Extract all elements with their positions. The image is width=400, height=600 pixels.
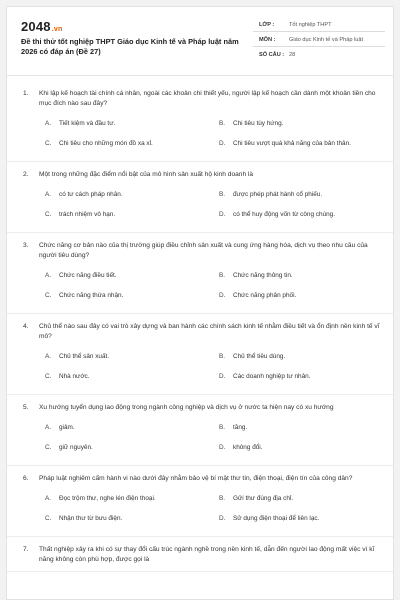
question-stem: Thất nghiệp xảy ra khi có sự thay đổi cấu trúc ngành nghề trong nền kinh tế, dẫn đến người lao động mất việc vì kĩ năng không còn phù hợp, được gọi là [39,546,375,563]
meta-key: LỚP : [259,22,275,28]
answer-option[interactable] [45,514,122,524]
answer-options [21,186,381,226]
option-letter: A. [45,120,52,127]
option-text: Chức năng điều tiết. [59,272,117,279]
answer-options [21,348,381,388]
option-text: Tiết kiệm và đầu tư. [59,120,116,127]
option-text: Gửi thư đúng địa chỉ. [233,495,294,502]
question-item [7,466,394,537]
answer-option[interactable] [219,271,293,281]
option-letter: C. [45,292,52,299]
option-letter: B. [219,495,226,502]
option-text: có thể huy động vốn từ công chúng. [233,211,335,218]
question-list [7,81,394,572]
option-letter: A. [45,353,52,360]
question-number: 6. [23,475,29,482]
option-letter: D. [219,292,226,299]
answer-option[interactable] [45,190,123,200]
answer-option[interactable] [219,291,296,301]
option-text: tăng. [233,424,248,431]
question-stem: Chức năng cơ bản nào của thị trường giúp điều chỉnh sản xuất và cung ứng hàng hóa, dịch vụ theo nhu cầu của người tiêu dùng? [39,242,368,259]
answer-option[interactable] [45,119,115,129]
question-text [21,403,381,413]
question-item [7,314,394,395]
question-item [7,537,394,572]
question-text [21,170,381,180]
question-stem: Khi lập kế hoạch tài chính cá nhân, ngoài các khoản chi thiết yếu, người lập kế hoạch cần dành một khoản tiền cho mục đích nào sau đây? [39,90,376,107]
meta-value: Tốt nghiệp THPT [289,22,332,28]
answer-option[interactable] [219,210,335,220]
exam-title: Đề thi thử tốt nghiệp THPT Giáo dục Kinh tế và Pháp luật năm 2026 có đáp án (Đề 27) [21,37,239,56]
option-letter: B. [219,191,226,198]
option-letter: C. [45,211,52,218]
option-letter: A. [45,495,52,502]
answer-options [21,267,381,307]
option-text: trách nhiệm vô hạn. [59,211,116,218]
meta-row [253,32,385,47]
page-header [7,7,394,71]
option-text: giữ nguyên. [59,444,93,451]
option-text: có tư cách pháp nhân. [59,191,123,198]
answer-option[interactable] [45,271,117,281]
option-text: Chức năng phân phối. [233,292,297,299]
option-text: được phép phát hành cổ phiếu. [233,191,323,198]
question-item [7,233,394,314]
meta-value: 28 [289,52,296,58]
meta-row [253,17,385,32]
document-page [6,6,394,600]
answer-options [21,115,381,155]
logo-number: 2048 [21,19,51,34]
option-text: Chi tiêu cho những món đồ xa xỉ. [59,140,153,147]
option-letter: D. [219,444,226,451]
answer-option[interactable] [219,443,263,453]
option-text: Chức năng thừa nhận. [59,292,124,299]
option-letter: A. [45,424,52,431]
meta-key: MÔN : [259,37,276,43]
question-number: 3. [23,242,29,249]
question-item [7,395,394,466]
option-row [21,115,381,135]
option-row [21,419,381,439]
site-logo[interactable] [21,19,62,34]
option-row [21,348,381,368]
option-text: Chức năng thông tin. [233,272,293,279]
question-number: 7. [23,546,29,553]
answer-option[interactable] [219,139,351,149]
option-text: Chi tiêu vượt quá khả năng của bản thân. [233,140,351,147]
header-divider [7,75,394,76]
question-item [7,162,394,233]
option-text: Chủ thể sản xuất. [59,353,110,360]
question-stem: Pháp luật nghiêm cấm hành vi nào dưới đây nhằm bảo vệ bí mật thư tín, điện thoại, điện tín của công dân? [39,475,353,482]
option-text: giảm. [59,424,75,431]
answer-option[interactable] [219,423,247,433]
question-stem: Một trong những đặc điểm nổi bật của mô hình sản xuất hộ kinh doanh là [39,171,254,178]
option-text: Sử dụng điện thoại để liên lạc. [233,515,320,522]
question-stem: Chủ thể nào sau đây có vai trò xây dựng và ban hành các chính sách kinh tế nhằm điều tiết và ổn định nền kinh tế vĩ mô? [39,323,380,340]
option-text: Chủ thể tiêu dùng. [233,353,286,360]
answer-option[interactable] [219,494,293,504]
option-letter: A. [45,191,52,198]
question-number: 4. [23,323,29,330]
answer-option[interactable] [45,423,75,433]
option-row [21,439,381,459]
meta-key: SỐ CÂU : [259,52,285,58]
option-text: không đổi. [233,444,263,451]
option-row [21,206,381,226]
answer-options [21,419,381,459]
answer-option[interactable] [45,291,123,301]
option-row [21,368,381,388]
question-number: 2. [23,171,29,178]
answer-option[interactable] [45,494,156,504]
option-text: Các doanh nghiệp tư nhân. [233,373,311,380]
option-text: Đọc trộm thư, nghe lén điện thoại. [59,495,156,502]
option-letter: C. [45,444,52,451]
option-letter: D. [219,515,226,522]
option-letter: C. [45,140,52,147]
option-row [21,267,381,287]
answer-option[interactable] [45,139,153,149]
option-letter: D. [219,373,226,380]
option-row [21,287,381,307]
question-text [21,241,381,261]
logo-suffix: .vn [51,26,63,33]
option-letter: D. [219,140,226,147]
question-text [21,474,381,484]
answer-option[interactable] [219,119,283,129]
option-letter: B. [219,272,226,279]
question-item [7,81,394,162]
option-text: Nhà nước. [59,373,90,380]
answer-option[interactable] [45,372,90,382]
answer-option[interactable] [219,190,322,200]
option-letter: A. [45,272,52,279]
option-letter: C. [45,515,52,522]
exam-meta-table [253,17,385,62]
answer-option[interactable] [219,372,310,382]
option-letter: B. [219,120,226,127]
option-row [21,186,381,206]
option-row [21,135,381,155]
question-number: 5. [23,404,29,411]
option-text: Nhận thư từ bưu điện. [59,515,123,522]
answer-option[interactable] [45,443,93,453]
option-letter: D. [219,211,226,218]
option-letter: B. [219,353,226,360]
option-row [21,490,381,510]
option-letter: C. [45,373,52,380]
answer-options [21,490,381,530]
answer-option[interactable] [45,352,109,362]
option-row [21,510,381,530]
option-letter: B. [219,424,226,431]
answer-option[interactable] [219,514,319,524]
answer-option[interactable] [219,352,285,362]
question-text [21,322,381,342]
question-number: 1. [23,90,29,97]
question-text [21,545,381,565]
question-text [21,89,381,109]
meta-value: Giáo dục Kinh tế và Pháp luật [289,37,364,43]
meta-row [253,47,385,62]
answer-option[interactable] [45,210,115,220]
question-stem: Xu hướng tuyển dụng lao động trong ngành công nghiệp và dịch vụ ở nước ta hiện nay có xu hướng [39,404,334,411]
option-text: Chi tiêu tùy hứng. [233,120,284,127]
